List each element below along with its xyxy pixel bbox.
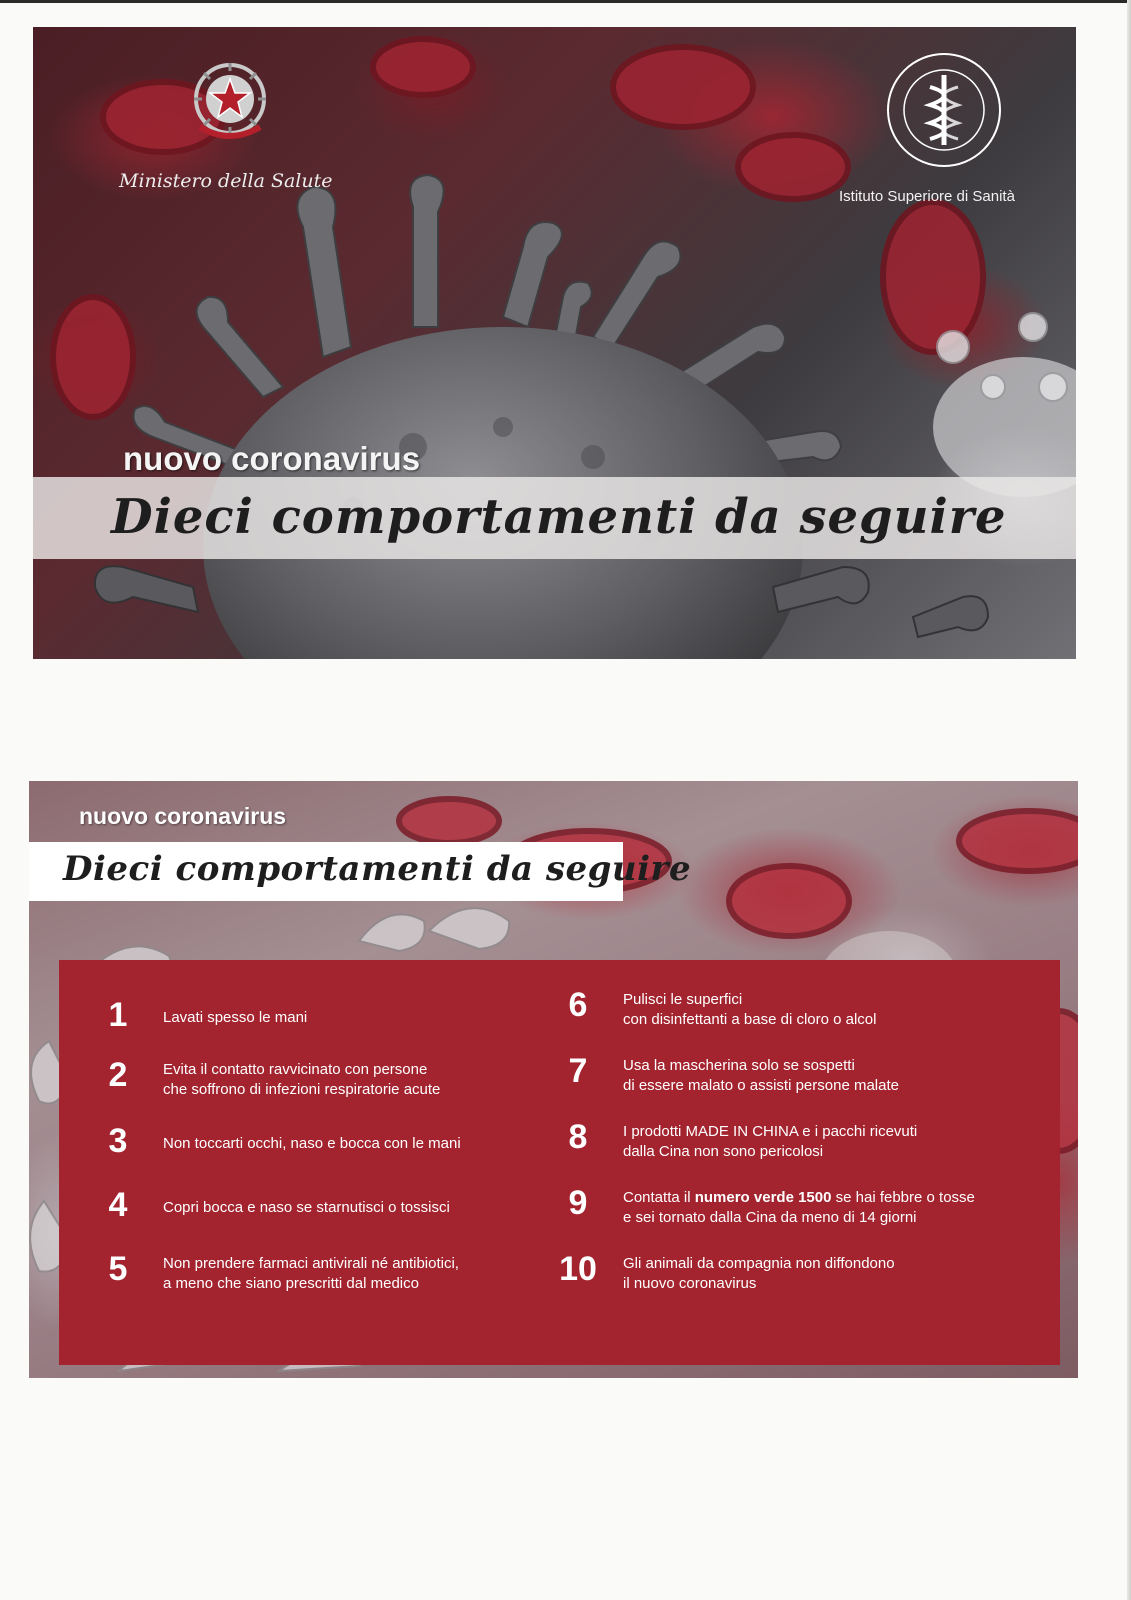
rule-text: Non toccarti occhi, naso e bocca con le mani — [163, 1135, 461, 1152]
hotline-number: numero verde 1500 — [694, 1189, 832, 1206]
rule-text: Gli animali da compagnia non diffondono il nuovo coronavirus — [623, 1255, 895, 1292]
rule-text: I prodotti MADE IN CHINA e i pacchi ricevuti dalla Cina non sono pericolosi — [623, 1123, 918, 1160]
rule-number: 10 — [559, 1250, 597, 1288]
rules-subtitle: Dieci comportamenti da seguire — [63, 849, 692, 889]
rule-text: Evita il contatto ravvicinato con persone che soffrono di infezioni respiratorie acute — [163, 1061, 441, 1098]
rule-number: 9 — [568, 1184, 588, 1222]
ministry-name: Ministero della Salute — [119, 170, 333, 192]
rule-number: 2 — [108, 1056, 128, 1094]
cover-title: nuovo coronavirus — [123, 440, 421, 477]
rule-number: 7 — [568, 1052, 588, 1090]
rule-text: Non prendere farmaci antivirali né antibiotici, a meno che siano prescritti dal medico — [163, 1255, 459, 1292]
scan-edge — [1127, 0, 1131, 1600]
iss-caption: Istituto Superiore di Sanità — [839, 188, 1015, 205]
rule-number: 1 — [108, 996, 128, 1034]
cover-subtitle: Dieci comportamenti da seguire — [111, 489, 1007, 545]
rule-text: Lavati spesso le mani — [163, 1009, 308, 1026]
rule-number: 6 — [568, 986, 588, 1024]
rule-number: 4 — [108, 1186, 128, 1224]
rule-text: Usa la mascherina solo se sospetti di essere malato o assisti persone malate — [623, 1057, 899, 1094]
rule-number: 8 — [568, 1118, 588, 1156]
rules-panel — [59, 960, 1060, 1365]
italian-republic-emblem-icon — [190, 61, 270, 143]
rule-text: Pulisci le superfici con disinfettanti a base di cloro o alcol — [623, 991, 877, 1028]
rules-title: nuovo coronavirus — [79, 803, 287, 829]
iss-logo-icon — [885, 51, 1003, 169]
rule-number: 5 — [108, 1250, 128, 1288]
scan-edge — [0, 0, 1131, 3]
rule-text: Contatta il numero verde 1500 se hai febbre o tosse e sei tornato dalla Cina da meno di 14 giorni — [623, 1189, 975, 1226]
rule-text: Copri bocca e naso se starnutisci o tossisci — [163, 1199, 450, 1216]
rule-number: 3 — [108, 1122, 128, 1160]
rules-card — [29, 781, 1078, 1378]
cover-card — [33, 27, 1076, 659]
